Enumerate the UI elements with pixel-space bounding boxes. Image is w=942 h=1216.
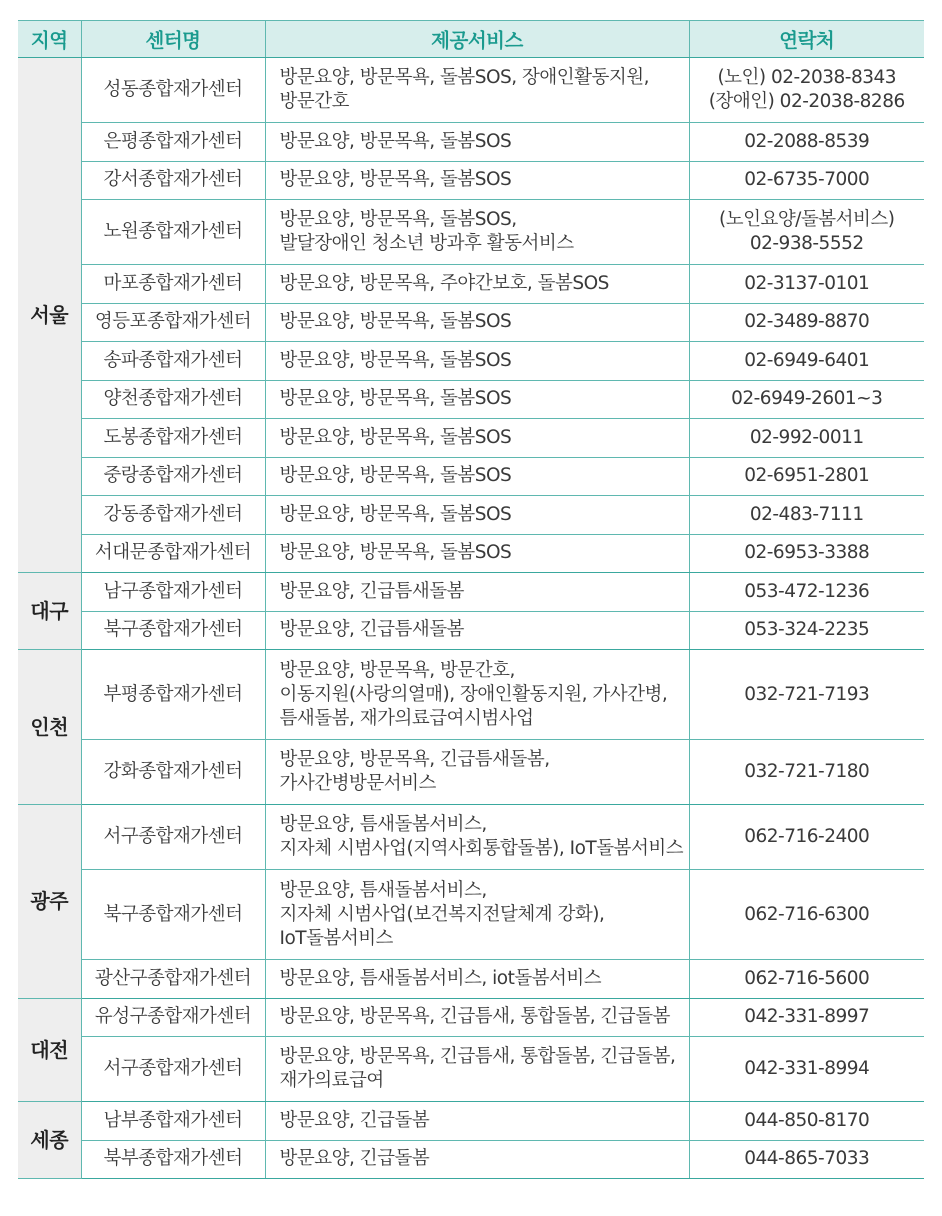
table-row bbox=[18, 265, 924, 304]
center-name: 남구종합재가센터 bbox=[81, 573, 265, 612]
service-line: 방문요양, 방문목욕, 긴급틈새돌봄, bbox=[279, 749, 550, 770]
contact-line: 02-6735-7000 bbox=[744, 169, 870, 191]
region-cell: 세종 bbox=[18, 1102, 81, 1179]
contact-cell bbox=[689, 1102, 924, 1141]
center-name: 북부종합재가센터 bbox=[81, 1140, 265, 1179]
contact-line: 02-483-7111 bbox=[749, 503, 864, 525]
contact-cell bbox=[689, 1140, 924, 1179]
table-row bbox=[18, 960, 924, 999]
service-line: 방문요양, 방문목욕, 돌봄SOS bbox=[279, 388, 512, 410]
services-cell bbox=[265, 200, 689, 265]
center-name: 북구종합재가센터 bbox=[81, 870, 265, 960]
contact-line: 053-324-2235 bbox=[744, 619, 870, 641]
region-cell: 대전 bbox=[18, 998, 81, 1102]
header-region: 지역 bbox=[18, 21, 81, 58]
contact-line: 044-865-7033 bbox=[744, 1148, 870, 1170]
contact-line: 032-721-7193 bbox=[744, 683, 870, 705]
center-name: 송파종합재가센터 bbox=[81, 342, 265, 381]
contact-line: 02-3137-0101 bbox=[744, 272, 870, 294]
service-line: 방문요양, 방문목욕, 돌봄SOS bbox=[279, 542, 512, 564]
services-cell bbox=[265, 457, 689, 496]
service-line: 가사간병방문서비스 bbox=[279, 773, 436, 794]
services-cell bbox=[265, 1102, 689, 1141]
center-name: 서구종합재가센터 bbox=[81, 805, 265, 870]
center-table bbox=[18, 20, 924, 1179]
contact-line: 062-716-5600 bbox=[744, 967, 870, 989]
service-line: 틈새돌봄, 재가의료급여시범사업 bbox=[279, 707, 534, 729]
table-row bbox=[18, 1102, 924, 1141]
contact-cell bbox=[689, 457, 924, 496]
service-line: 지자체 시범사업(지역사회통합돌봄), IoT돌봄서비스 bbox=[279, 838, 684, 859]
contact-line: 02-6951-2801 bbox=[744, 465, 870, 487]
contact-cell bbox=[689, 496, 924, 535]
table-row bbox=[18, 611, 924, 650]
services-cell bbox=[265, 1140, 689, 1179]
contact-line: 062-716-6300 bbox=[744, 903, 870, 925]
contact-cell bbox=[689, 1037, 924, 1102]
service-line: 방문요양, 방문목욕, 돌봄SOS bbox=[279, 311, 512, 333]
services-cell bbox=[265, 998, 689, 1037]
service-line: 방문요양, 긴급틈새돌봄 bbox=[279, 619, 464, 641]
service-line: 방문요양, 틈새돌봄서비스, bbox=[279, 879, 487, 901]
services-cell bbox=[265, 534, 689, 573]
table-row bbox=[18, 573, 924, 612]
table-row bbox=[18, 58, 924, 123]
service-line: 방문요양, 방문목욕, 돌봄SOS bbox=[279, 426, 512, 448]
contact-line: 053-472-1236 bbox=[744, 580, 870, 602]
table-row bbox=[18, 870, 924, 960]
table-row bbox=[18, 534, 924, 573]
service-line: 재가의료급여 bbox=[279, 1070, 384, 1091]
service-line: 방문요양, 긴급틈새돌봄 bbox=[279, 580, 464, 602]
contact-cell bbox=[689, 740, 924, 805]
contact-cell bbox=[689, 161, 924, 200]
region-cell: 인천 bbox=[18, 650, 81, 805]
service-line: 방문요양, 틈새돌봄서비스, iot돌봄서비스 bbox=[279, 967, 602, 989]
services-cell bbox=[265, 161, 689, 200]
contact-line: 032-721-7180 bbox=[744, 761, 870, 782]
services-cell bbox=[265, 58, 689, 123]
center-name: 중랑종합재가센터 bbox=[81, 457, 265, 496]
services-cell bbox=[265, 740, 689, 805]
center-name: 서구종합재가센터 bbox=[81, 1037, 265, 1102]
contact-cell bbox=[689, 342, 924, 381]
table-row bbox=[18, 998, 924, 1037]
table-header-row bbox=[18, 21, 924, 58]
service-line: 방문요양, 방문목욕, 돌봄SOS bbox=[279, 349, 512, 371]
service-line: 방문요양, 방문목욕, 긴급틈새, 통합돌봄, 긴급돌봄, bbox=[279, 1046, 676, 1067]
center-name: 서대문종합재가센터 bbox=[81, 534, 265, 573]
center-name: 광산구종합재가센터 bbox=[81, 960, 265, 999]
center-name: 북구종합재가센터 bbox=[81, 611, 265, 650]
service-line: 방문요양, 방문목욕, 돌봄SOS, bbox=[279, 209, 517, 230]
center-name: 부평종합재가센터 bbox=[81, 650, 265, 740]
contact-cell bbox=[689, 805, 924, 870]
contact-cell bbox=[689, 419, 924, 458]
center-name: 양천종합재가센터 bbox=[81, 380, 265, 419]
table-row bbox=[18, 303, 924, 342]
contact-line: 062-716-2400 bbox=[744, 826, 870, 847]
service-line: IoT돌봄서비스 bbox=[279, 927, 393, 949]
contact-cell bbox=[689, 998, 924, 1037]
services-cell bbox=[265, 380, 689, 419]
service-line: 방문요양, 방문목욕, 돌봄SOS, 장애인활동지원, bbox=[279, 67, 650, 88]
region-cell: 광주 bbox=[18, 805, 81, 999]
services-cell bbox=[265, 303, 689, 342]
service-line: 방문요양, 틈새돌봄서비스, bbox=[279, 814, 487, 835]
service-line: 발달장애인 청소년 방과후 활동서비스 bbox=[279, 233, 574, 254]
table-row bbox=[18, 805, 924, 870]
service-line: 방문요양, 방문목욕, 돌봄SOS bbox=[279, 503, 512, 525]
services-cell bbox=[265, 805, 689, 870]
contact-line: 02-992-0011 bbox=[749, 426, 864, 448]
table-row bbox=[18, 161, 924, 200]
center-name: 은평종합재가센터 bbox=[81, 123, 265, 162]
header-contact: 연락처 bbox=[689, 21, 924, 58]
service-line: 방문요양, 방문목욕, 주야간보호, 돌봄SOS bbox=[279, 272, 609, 294]
table-row bbox=[18, 1140, 924, 1179]
contact-cell bbox=[689, 534, 924, 573]
services-cell bbox=[265, 265, 689, 304]
service-line: 방문간호 bbox=[279, 91, 349, 112]
services-cell bbox=[265, 870, 689, 960]
contact-cell bbox=[689, 380, 924, 419]
services-cell bbox=[265, 123, 689, 162]
services-cell bbox=[265, 1037, 689, 1102]
table-row bbox=[18, 200, 924, 265]
service-line: 방문요양, 방문목욕, 돌봄SOS bbox=[279, 169, 512, 191]
center-name: 도봉종합재가센터 bbox=[81, 419, 265, 458]
center-directory bbox=[18, 20, 924, 1179]
center-name: 영등포종합재가센터 bbox=[81, 303, 265, 342]
services-cell bbox=[265, 611, 689, 650]
center-name: 강서종합재가센터 bbox=[81, 161, 265, 200]
contact-line: 02-6949-6401 bbox=[744, 349, 870, 371]
center-name: 남부종합재가센터 bbox=[81, 1102, 265, 1141]
contact-line: 02-3489-8870 bbox=[744, 311, 870, 333]
service-line: 방문요양, 방문목욕, 돌봄SOS bbox=[279, 465, 512, 487]
table-row bbox=[18, 419, 924, 458]
center-name: 강화종합재가센터 bbox=[81, 740, 265, 805]
header-services: 제공서비스 bbox=[265, 21, 689, 58]
contact-cell bbox=[689, 611, 924, 650]
contact-cell bbox=[689, 573, 924, 612]
table-row bbox=[18, 1037, 924, 1102]
center-name: 성동종합재가센터 bbox=[81, 58, 265, 123]
contact-cell bbox=[689, 303, 924, 342]
contact-line: 02-2088-8539 bbox=[744, 130, 870, 152]
contact-cell bbox=[689, 58, 924, 123]
table-row bbox=[18, 342, 924, 381]
contact-cell bbox=[689, 870, 924, 960]
services-cell bbox=[265, 650, 689, 740]
contact-line: 02-6953-3388 bbox=[744, 542, 870, 564]
contact-line: (노인요양/돌봄서비스) bbox=[718, 209, 895, 230]
contact-line: (노인) 02-2038-8343 bbox=[717, 67, 897, 88]
contact-cell bbox=[689, 650, 924, 740]
contact-line: (장애인) 02-2038-8286 bbox=[708, 91, 905, 112]
contact-cell bbox=[689, 265, 924, 304]
center-name: 노원종합재가센터 bbox=[81, 200, 265, 265]
services-cell bbox=[265, 960, 689, 999]
service-line: 방문요양, 방문목욕, 방문간호, bbox=[279, 659, 515, 681]
region-cell: 대구 bbox=[18, 573, 81, 650]
table-row bbox=[18, 380, 924, 419]
contact-cell bbox=[689, 960, 924, 999]
contact-line: 042-331-8997 bbox=[744, 1006, 870, 1028]
table-row bbox=[18, 496, 924, 535]
region-cell: 서울 bbox=[18, 58, 81, 573]
center-name: 강동종합재가센터 bbox=[81, 496, 265, 535]
table-body bbox=[18, 58, 924, 1179]
service-line: 방문요양, 긴급돌봄 bbox=[279, 1109, 430, 1131]
contact-cell bbox=[689, 200, 924, 265]
contact-line: 044-850-8170 bbox=[744, 1109, 870, 1131]
table-row bbox=[18, 123, 924, 162]
table-row bbox=[18, 650, 924, 740]
table-row bbox=[18, 740, 924, 805]
service-line: 지자체 시범사업(보건복지전달체계 강화), bbox=[279, 903, 605, 925]
header-center-name: 센터명 bbox=[81, 21, 265, 58]
table-row bbox=[18, 457, 924, 496]
center-name: 마포종합재가센터 bbox=[81, 265, 265, 304]
services-cell bbox=[265, 573, 689, 612]
service-line: 방문요양, 방문목욕, 돌봄SOS bbox=[279, 130, 512, 152]
services-cell bbox=[265, 496, 689, 535]
contact-line: 042-331-8994 bbox=[744, 1058, 870, 1079]
service-line: 방문요양, 긴급돌봄 bbox=[279, 1148, 430, 1170]
service-line: 이동지원(사랑의열매), 장애인활동지원, 가사간병, bbox=[279, 683, 668, 705]
contact-line: 02-6949-2601~3 bbox=[731, 388, 883, 410]
center-name: 유성구종합재가센터 bbox=[81, 998, 265, 1037]
service-line: 방문요양, 방문목욕, 긴급틈새, 통합돌봄, 긴급돌봄 bbox=[279, 1006, 670, 1028]
services-cell bbox=[265, 419, 689, 458]
contact-line: 02-938-5552 bbox=[749, 233, 864, 254]
contact-cell bbox=[689, 123, 924, 162]
services-cell bbox=[265, 342, 689, 381]
